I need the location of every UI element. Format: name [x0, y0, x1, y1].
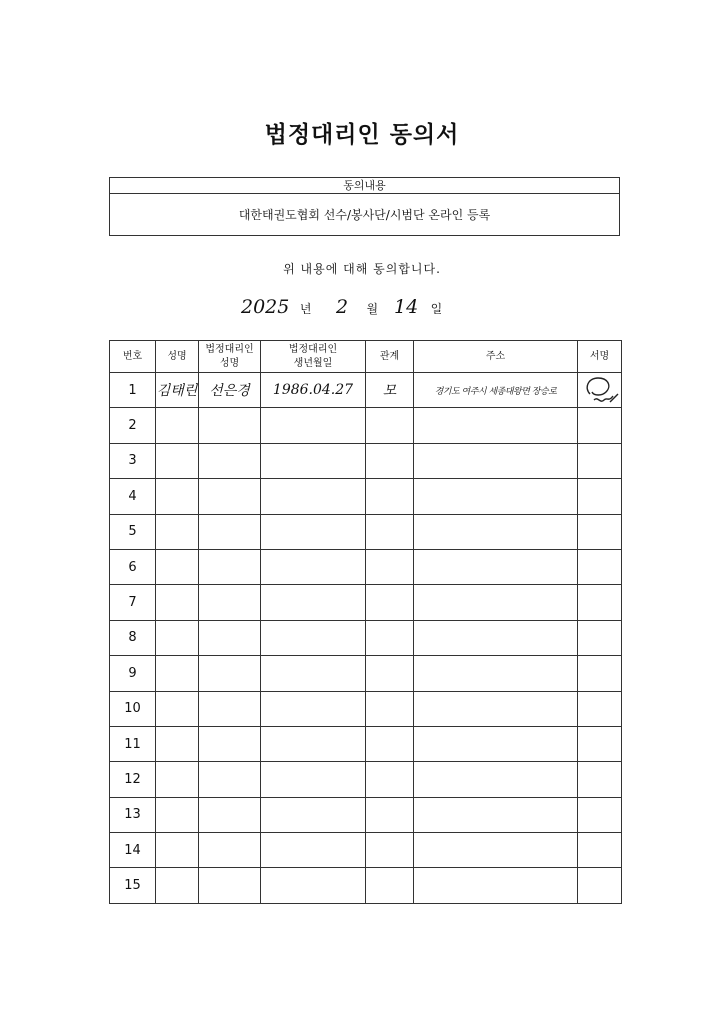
consent-header: 동의내용: [110, 178, 619, 194]
guardian-birth-text: 1986.04.27: [272, 382, 354, 399]
address-cell[interactable]: [414, 691, 578, 726]
header-guardian-name: [199, 341, 261, 373]
student-name-cell[interactable]: [156, 656, 199, 691]
relation-cell[interactable]: [366, 549, 414, 584]
guardian-name-cell[interactable]: [199, 726, 261, 761]
signature-cell[interactable]: [578, 514, 622, 549]
guardian-birth-cell[interactable]: [261, 479, 366, 514]
guardian-name-cell[interactable]: [199, 620, 261, 655]
table-row: [110, 408, 622, 443]
header-name: 성명: [156, 341, 199, 373]
row-number: 3: [128, 453, 137, 469]
student-name-cell[interactable]: [156, 408, 199, 443]
guardian-birth-cell[interactable]: [261, 585, 366, 620]
row-number: [110, 868, 156, 903]
table-row: [110, 762, 622, 797]
row-number: [110, 797, 156, 832]
address-text: 경기도 여주시 세종대왕면 장승로: [434, 386, 557, 397]
row-number: [110, 443, 156, 478]
student-name-cell[interactable]: [156, 868, 199, 903]
signature-cell[interactable]: [578, 479, 622, 514]
relation-cell[interactable]: [366, 762, 414, 797]
guardian-name-cell[interactable]: [199, 797, 261, 832]
guardian-name-cell[interactable]: [199, 762, 261, 797]
address-cell[interactable]: [414, 514, 578, 549]
student-name-cell[interactable]: [156, 549, 199, 584]
row-number: [110, 691, 156, 726]
signature-mark-icon: [580, 374, 620, 406]
row-number: 13: [124, 807, 141, 823]
student-name-cell[interactable]: [156, 691, 199, 726]
guardian-birth-cell[interactable]: [261, 373, 366, 408]
row-number: [110, 549, 156, 584]
student-name-cell[interactable]: [156, 620, 199, 655]
signature-cell[interactable]: [578, 691, 622, 726]
address-cell[interactable]: [414, 620, 578, 655]
guardian-birth-cell[interactable]: [261, 691, 366, 726]
row-number: 1: [128, 382, 137, 398]
signature-cell[interactable]: [578, 762, 622, 797]
student-name-cell[interactable]: [156, 443, 199, 478]
consent-content: 대한태권도협회 선수/봉사단/시범단 온라인 등록: [238, 208, 491, 222]
guardian-name-cell[interactable]: [199, 443, 261, 478]
row-number: [110, 726, 156, 761]
row-number: [110, 408, 156, 443]
guardian-birth-cell[interactable]: [261, 833, 366, 868]
row-number: 4: [128, 488, 137, 504]
table-header-row: [110, 341, 622, 373]
address-cell[interactable]: [414, 797, 578, 832]
guardian-name-cell[interactable]: [199, 868, 261, 903]
row-number: [110, 373, 156, 408]
guardian-birth-cell[interactable]: [261, 797, 366, 832]
table-row: [110, 868, 622, 903]
relation-cell[interactable]: [366, 514, 414, 549]
student-name-cell[interactable]: [156, 373, 199, 408]
signature-cell[interactable]: [578, 408, 622, 443]
guardian-birth-cell[interactable]: [261, 514, 366, 549]
student-name-cell[interactable]: [156, 797, 199, 832]
row-number: [110, 585, 156, 620]
date-day-group: [394, 296, 442, 318]
table-row: [110, 797, 622, 832]
guardian-name-text: 선은경: [209, 383, 250, 400]
address-cell[interactable]: [414, 585, 578, 620]
relation-cell[interactable]: [366, 797, 414, 832]
header-relation: 관계: [366, 341, 414, 373]
header-guardian-birth: [261, 341, 366, 373]
header-signature: 서명: [578, 341, 622, 373]
header-guardian-birth-label: 법정대리인 생년월일: [288, 343, 338, 369]
row-number: 15: [124, 878, 141, 894]
address-cell[interactable]: [414, 408, 578, 443]
row-number: 10: [124, 701, 141, 717]
date-month-unit: 월: [366, 302, 379, 316]
signature-cell[interactable]: [578, 620, 622, 655]
table-row: [110, 656, 622, 691]
signature-cell[interactable]: [578, 656, 622, 691]
signature-cell[interactable]: [578, 726, 622, 761]
row-number: [110, 514, 156, 549]
guardian-birth-cell[interactable]: [261, 868, 366, 903]
table-row: [110, 549, 622, 584]
date-year-unit: 년: [299, 302, 312, 316]
guardian-table: [109, 340, 622, 904]
table-row: [110, 691, 622, 726]
table-row: [110, 514, 622, 549]
relation-cell[interactable]: [366, 726, 414, 761]
signature-cell[interactable]: [578, 585, 622, 620]
header-guardian-name-label: 법정대리인 성명: [205, 343, 254, 369]
address-cell[interactable]: [414, 833, 578, 868]
relation-cell[interactable]: [366, 585, 414, 620]
relation-cell[interactable]: [366, 408, 414, 443]
header-address: 주소: [414, 341, 578, 373]
guardian-birth-cell[interactable]: [261, 762, 366, 797]
row-number: 2: [128, 418, 137, 434]
row-number: [110, 479, 156, 514]
document-title: 법정대리인 동의서: [264, 122, 460, 148]
relation-cell[interactable]: [366, 479, 414, 514]
table-row: [110, 620, 622, 655]
address-cell[interactable]: [414, 726, 578, 761]
date-month-group: [336, 296, 378, 318]
date-day-unit: 일: [430, 302, 443, 316]
row-number: 6: [128, 559, 137, 575]
student-name-text: 김태린: [156, 383, 198, 400]
date-day[interactable]: 14: [394, 296, 419, 318]
row-number: 12: [124, 771, 141, 787]
agreement-statement: 위 내용에 대해 동의합니다.: [283, 262, 441, 276]
student-name-cell[interactable]: [156, 762, 199, 797]
guardian-birth-cell[interactable]: [261, 443, 366, 478]
guardian-name-cell[interactable]: [199, 656, 261, 691]
guardian-name-cell[interactable]: [199, 373, 261, 408]
table-row: [110, 443, 622, 478]
row-number: [110, 762, 156, 797]
student-name-cell[interactable]: [156, 726, 199, 761]
guardian-name-cell[interactable]: [199, 585, 261, 620]
signature-cell[interactable]: [578, 443, 622, 478]
signature-cell[interactable]: [578, 373, 622, 408]
relation-cell[interactable]: [366, 656, 414, 691]
signature-cell[interactable]: [578, 549, 622, 584]
table-row: [110, 585, 622, 620]
student-name-cell[interactable]: [156, 833, 199, 868]
guardian-birth-cell[interactable]: [261, 408, 366, 443]
signature-cell[interactable]: [578, 833, 622, 868]
date-month[interactable]: 2: [336, 296, 349, 318]
student-name-cell[interactable]: [156, 585, 199, 620]
address-cell[interactable]: [414, 373, 578, 408]
signature-cell[interactable]: [578, 868, 622, 903]
address-cell[interactable]: [414, 549, 578, 584]
student-name-cell[interactable]: [156, 514, 199, 549]
address-cell[interactable]: [414, 762, 578, 797]
relation-cell[interactable]: [366, 373, 414, 408]
guardian-name-cell[interactable]: [199, 479, 261, 514]
row-number: 8: [128, 630, 137, 646]
signature-cell[interactable]: [578, 797, 622, 832]
relation-text: 모: [382, 383, 397, 400]
guardian-name-cell[interactable]: [199, 408, 261, 443]
guardian-birth-cell[interactable]: [261, 726, 366, 761]
guardian-name-cell[interactable]: [199, 691, 261, 726]
guardian-birth-cell[interactable]: [261, 656, 366, 691]
table-row: [110, 373, 622, 408]
table-row: [110, 833, 622, 868]
student-name-cell[interactable]: [156, 479, 199, 514]
date-year[interactable]: 2025: [241, 296, 290, 318]
relation-cell[interactable]: [366, 443, 414, 478]
row-number: [110, 656, 156, 691]
row-number: [110, 833, 156, 868]
address-cell[interactable]: [414, 868, 578, 903]
guardian-name-cell[interactable]: [199, 514, 261, 549]
row-number: 7: [128, 595, 137, 611]
relation-cell[interactable]: [366, 691, 414, 726]
table-row: [110, 479, 622, 514]
consent-box: [109, 177, 620, 236]
guardian-birth-cell[interactable]: [261, 549, 366, 584]
guardian-name-cell[interactable]: [199, 549, 261, 584]
relation-cell[interactable]: [366, 868, 414, 903]
address-cell[interactable]: [414, 656, 578, 691]
header-number: 번호: [110, 341, 156, 373]
row-number: 11: [124, 736, 141, 752]
address-cell[interactable]: [414, 443, 578, 478]
address-cell[interactable]: [414, 479, 578, 514]
row-number: 5: [128, 524, 137, 540]
date-year-group: [241, 296, 311, 318]
guardian-name-cell[interactable]: [199, 833, 261, 868]
table-row: [110, 726, 622, 761]
relation-cell[interactable]: [366, 833, 414, 868]
row-number: 9: [128, 665, 137, 681]
row-number: 14: [124, 842, 141, 858]
row-number: [110, 620, 156, 655]
relation-cell[interactable]: [366, 620, 414, 655]
guardian-birth-cell[interactable]: [261, 620, 366, 655]
